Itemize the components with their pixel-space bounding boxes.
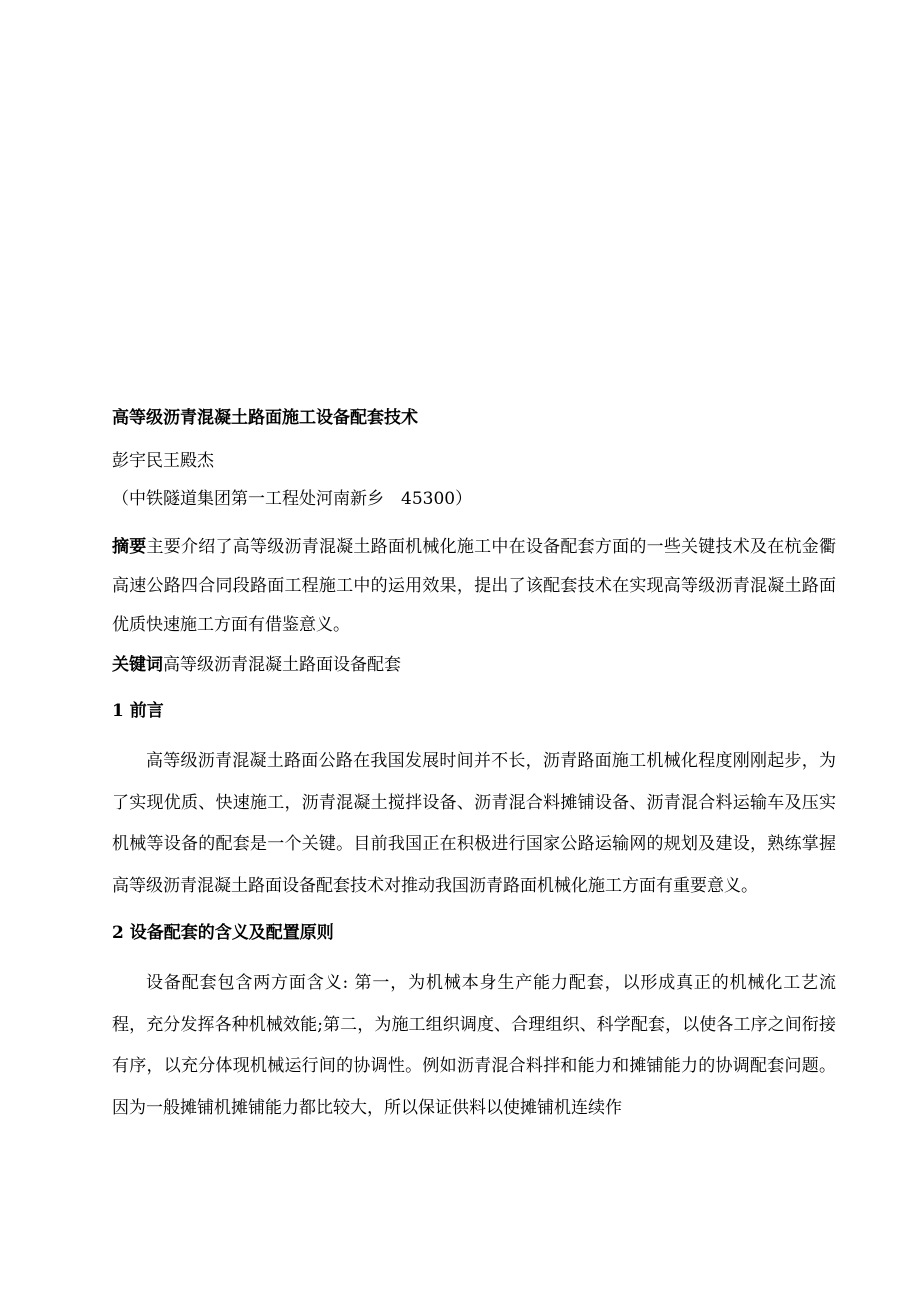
- keywords: [112, 651, 836, 679]
- section-heading-equipment-principles: 2 设备配套的含义及配置原则: [112, 923, 334, 943]
- section-paragraph-equipment-principles: 设备配套包含两方面含义: 第一，为机械本身生产能力配套，以形成真正的机械化工艺流程，充分发挥各种机械效能;第二，为施工组织调度、合理组织、科学配套，以使各工序之间衔接有序，以充分体现机械运行间的协调性。例如沥青混合料拌和能力和摊铺能力的协调配套问题。因为一般摊铺机摊铺能力都比较大，所以保证供料以使摊铺机连续作: [112, 973, 836, 1118]
- abstract-text: 主要介绍了高等级沥青混凝土路面机械化施工中在设备配套方面的一些关键技术及在杭金衢高速公路四合同段路面工程施工中的运用效果，提出了该配套技术在实现高等级沥青混凝土路面优质快速施工方面有借鉴意义。: [112, 537, 837, 635]
- keywords-label: 关键词: [112, 655, 163, 675]
- paper-title: 高等级沥青混凝土路面施工设备配套技术: [112, 408, 418, 428]
- section-heading-introduction: 1 前言: [112, 701, 164, 721]
- keywords-text: 高等级沥青混凝土路面设备配套: [163, 655, 401, 675]
- section-paragraph-introduction: 高等级沥青混凝土路面公路在我国发展时间并不长，沥青路面施工机械化程度刚刚起步，为了实现优质、快速施工，沥青混凝土搅拌设备、沥青混合料摊铺设备、沥青混合料运输车及压实机械等设备的配套是一个关键。目前我国正在积极进行国家公路运输网的规划及建设，熟练掌握高等级沥青混凝土路面设备配套技术对推动我国沥青路面机械化施工方面有重要意义。: [112, 751, 836, 896]
- author-names: 彭宇民王殿杰: [112, 451, 214, 471]
- abstract: [112, 528, 836, 645]
- author-affiliation: （中铁隧道集团第一工程处河南新乡 45300）: [112, 489, 473, 509]
- abstract-label: 摘要: [112, 537, 147, 557]
- document-body: [112, 404, 836, 1141]
